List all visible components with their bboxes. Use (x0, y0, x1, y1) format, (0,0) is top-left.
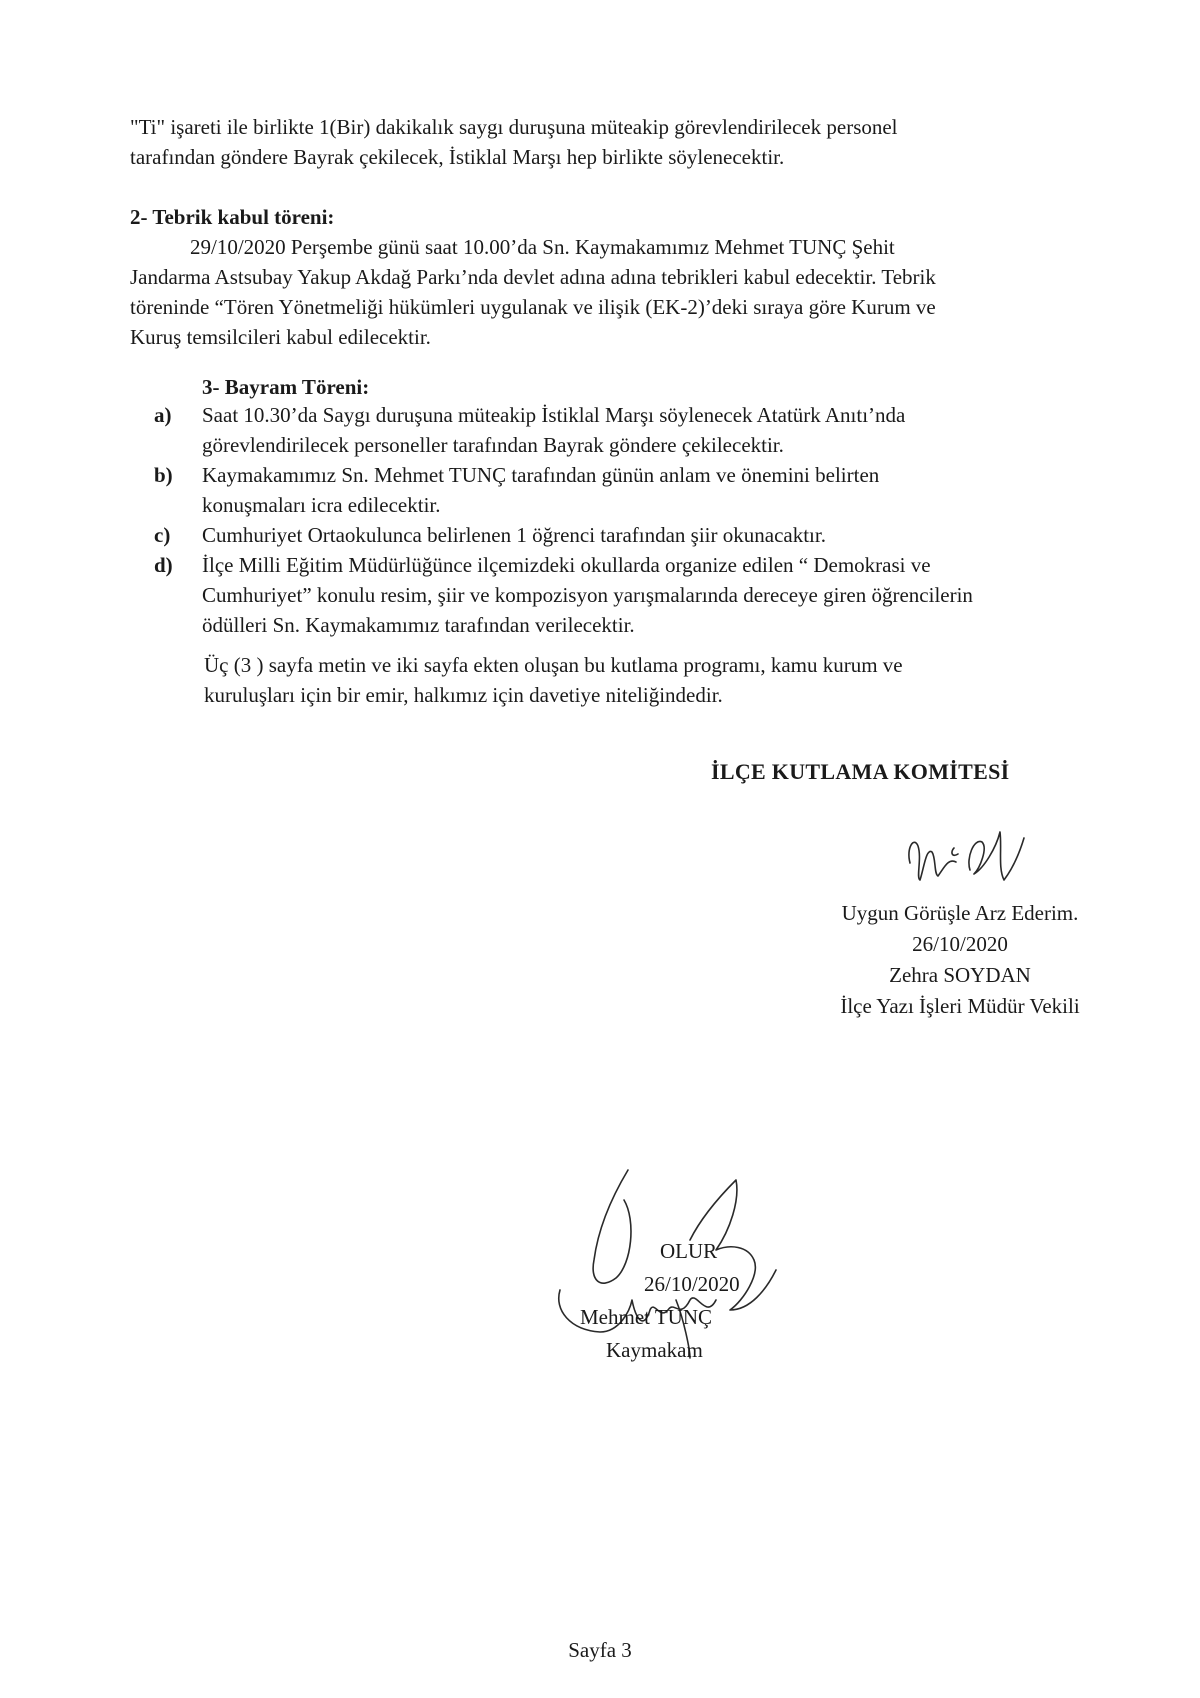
list-marker-c: c) (154, 523, 171, 547)
list-item-d-line-1: İlçe Milli Eğitim Müdürlüğünce ilçemizdeki okullarda organize edilen “ Demokrasi ve (202, 553, 931, 577)
list-item-c (154, 520, 1094, 550)
approver-name: Zehra SOYDAN (889, 963, 1031, 987)
list-item-a-line-1: Saat 10.30’da Saygı duruşuna müteakip İstiklal Marşı söylenecek Atatürk Anıtı’nda (202, 403, 906, 427)
section-3-heading: 3- Bayram Töreni: (202, 375, 370, 399)
approver-text: Uygun Görüşle Arz Ederim. (841, 901, 1079, 925)
approver-date: 26/10/2020 (912, 932, 1008, 956)
committee-title: İLÇE KUTLAMA KOMİTESİ (711, 759, 1010, 784)
closing-paragraph (204, 650, 1084, 710)
intro-line-1: "Ti" işareti ile birlikte 1(Bir) dakikalık saygı duruşuna müteakip görevlendirilecek personel (130, 115, 898, 139)
list-marker-b: b) (154, 463, 173, 487)
section-2-line-4: Kuruş temsilcileri kabul edilecektir. (130, 325, 431, 349)
list-marker-d: d) (154, 553, 173, 577)
list-item-d-line-3: ödülleri Sn. Kaymakamımız tarafından verilecektir. (202, 613, 635, 637)
section-2-line-2: Jandarma Astsubay Yakup Akdağ Parkı’nda devlet adına adına tebrikleri kabul edecektir. Tebrik (130, 265, 936, 289)
list-item-a (154, 400, 1094, 460)
approver-block (800, 898, 1120, 1022)
list-item-b-line-2: konuşmaları icra edilecektir. (202, 493, 441, 517)
list-marker-a: a) (154, 403, 172, 427)
list-item-d-line-2: Cumhuriyet” konulu resim, şiir ve kompozisyon yarışmalarında dereceye giren öğrencilerin (202, 583, 973, 607)
section-2-line-1: 29/10/2020 Perşembe günü saat 10.00’da Sn. Kaymakamımız Mehmet TUNÇ Şehit (190, 235, 895, 259)
closing-line-2: kuruluşları için bir emir, halkımız için davetiye niteliğindedir. (204, 683, 723, 707)
list-item-d (154, 550, 1094, 640)
intro-paragraph (130, 112, 1090, 172)
olur-date: 26/10/2020 (644, 1272, 740, 1296)
list-item-a-line-2: görevlendirilecek personeller tarafından Bayrak göndere çekilecektir. (202, 433, 784, 457)
section-3-list (154, 400, 1094, 640)
section-tebrik-kabul (130, 202, 1090, 352)
section-2-line-3: töreninde “Tören Yönetmeliği hükümleri uygulanak ve ilişik (EK-2)’deki sıraya göre Kurum ve (130, 295, 936, 319)
olur-name: Mehmet TUNÇ (580, 1305, 713, 1329)
olur-title: Kaymakam (606, 1338, 703, 1362)
list-item-c-line-1: Cumhuriyet Ortaokulunca belirlenen 1 öğrenci tarafından şiir okunacaktır. (202, 523, 826, 547)
page-number: Sayfa 3 (568, 1638, 632, 1662)
section-bayram-toreni (202, 372, 1162, 402)
olur-label: OLUR (660, 1239, 718, 1263)
section-2-heading: 2- Tebrik kabul töreni: (130, 205, 335, 229)
list-item-b (154, 460, 1094, 520)
closing-line-1: Üç (3 ) sayfa metin ve iki sayfa ekten oluşan bu kutlama programı, kamu kurum ve (204, 653, 903, 677)
intro-line-2: tarafından göndere Bayrak çekilecek, İstiklal Marşı hep birlikte söylenecektir. (130, 145, 785, 169)
list-item-b-line-1: Kaymakamımız Sn. Mehmet TUNÇ tarafından günün anlam ve önemini belirten (202, 463, 880, 487)
approver-title: İlçe Yazı İşleri Müdür Vekili (840, 994, 1080, 1018)
olur-block (560, 1235, 760, 1367)
approver-signature-icon (900, 818, 1040, 898)
